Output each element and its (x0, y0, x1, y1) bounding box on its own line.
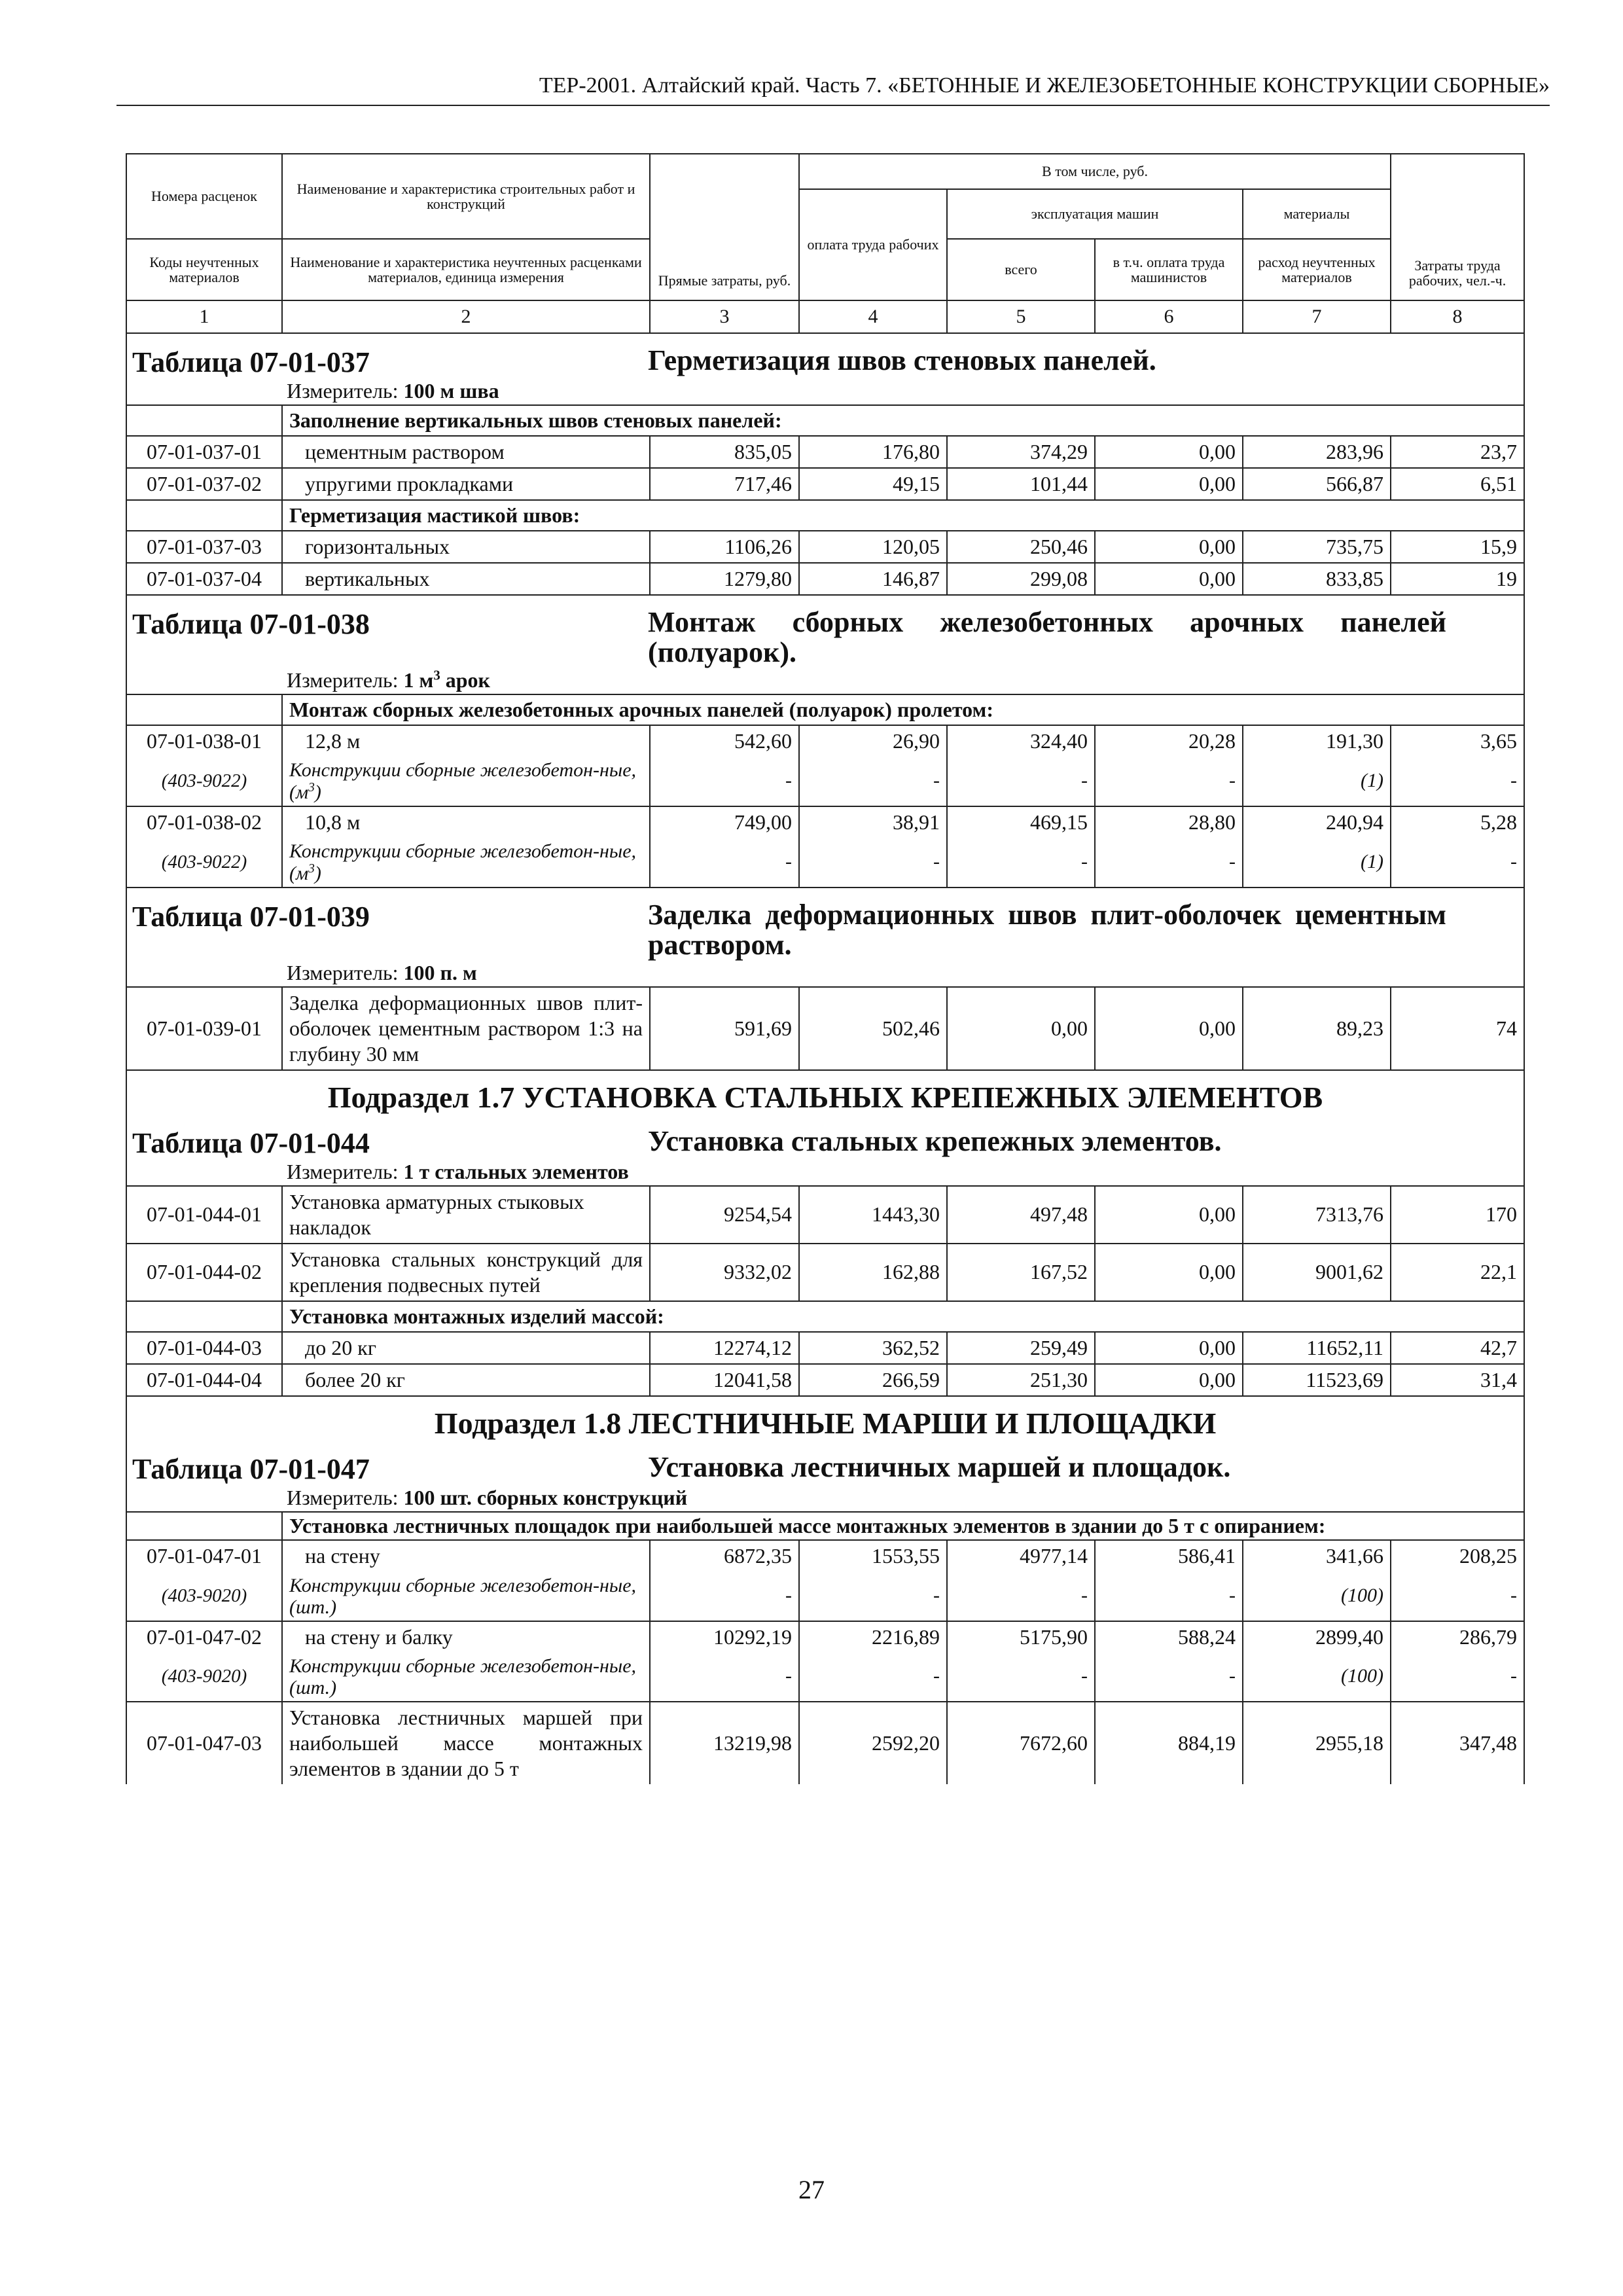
machines-total: 4977,14 (947, 1540, 1095, 1571)
labor-cost: 120,05 (799, 531, 947, 563)
machines-labor: 0,00 (1095, 531, 1243, 563)
resource-row (126, 757, 1524, 806)
materials-cost: 7313,76 (1243, 1186, 1391, 1244)
direct-costs: 13219,98 (650, 1702, 799, 1784)
material-code: (403-9022) (126, 838, 282, 888)
resource-value: - (1095, 838, 1243, 888)
work-name: более 20 кг (282, 1364, 650, 1396)
direct-costs: 542,60 (650, 725, 799, 757)
header-direct-costs: Прямые затраты, руб. (650, 154, 799, 300)
table-row (126, 1244, 1524, 1301)
labor-cost: 38,91 (799, 806, 947, 838)
resource-value: - (1095, 757, 1243, 806)
machines-total: 101,44 (947, 468, 1095, 500)
labor-hours: 74 (1391, 987, 1524, 1070)
materials-cost: 2955,18 (1243, 1702, 1391, 1784)
resource-row (126, 838, 1524, 888)
machines-total: 259,49 (947, 1332, 1095, 1364)
materials-cost: 566,87 (1243, 468, 1391, 500)
table-row (126, 1364, 1524, 1396)
materials-cost: 2899,40 (1243, 1621, 1391, 1653)
rate-code: 07-01-047-03 (126, 1702, 282, 1784)
table-title: Герметизация швов стеновых панелей. (648, 344, 1156, 376)
header-labor: оплата труда рабочих (799, 189, 947, 300)
work-name: до 20 кг (282, 1332, 650, 1364)
resource-value: - (650, 1653, 799, 1702)
labor-hours: 6,51 (1391, 468, 1524, 500)
work-name: Установка арматурных стыковых накладок (282, 1186, 650, 1244)
rate-code: 07-01-044-01 (126, 1186, 282, 1244)
table-number: Таблица 07-01-039 (132, 901, 370, 933)
table-row (126, 725, 1524, 757)
table-row (126, 436, 1524, 468)
materials-cost: 191,30 (1243, 725, 1391, 757)
direct-costs: 10292,19 (650, 1621, 799, 1653)
resource-quantity: (1) (1243, 757, 1391, 806)
col-number: 4 (799, 300, 947, 333)
group-title: Установка монтажных изделий массой: (282, 1301, 1524, 1332)
resource-value: - (1391, 1572, 1524, 1621)
machines-labor: 884,19 (1095, 1702, 1243, 1784)
work-name: Заделка деформационных швов плит-оболочек цементным раствором 1:3 на глубину 30 мм (282, 987, 650, 1070)
rate-code: 07-01-039-01 (126, 987, 282, 1070)
work-name: горизонтальных (282, 531, 650, 563)
resource-quantity: (1) (1243, 838, 1391, 888)
direct-costs: 6872,35 (650, 1540, 799, 1571)
labor-hours: 347,48 (1391, 1702, 1524, 1784)
materials-cost: 341,66 (1243, 1540, 1391, 1571)
work-name: вертикальных (282, 563, 650, 595)
subsection-title: Подраздел 1.8 ЛЕСТНИЧНЫЕ МАРШИ И ПЛОЩАДКИ (126, 1396, 1524, 1441)
group-title: Монтаж сборных железобетонных арочных панелей (полуарок) пролетом: (282, 694, 1524, 725)
header-in-total: В том числе, руб. (799, 154, 1391, 189)
resource-value: - (947, 1653, 1095, 1702)
resource-value: - (1391, 1653, 1524, 1702)
material-name: Конструкции сборные железобетон-ные, $(м^3)$ (282, 838, 650, 888)
table-row (126, 1186, 1524, 1244)
table-number: Таблица 07-01-047 (132, 1452, 370, 1485)
table-row (126, 806, 1524, 838)
header-col2-top: Наименование и характеристика строительных работ и конструкций (282, 154, 650, 239)
material-code: (403-9022) (126, 757, 282, 806)
labor-cost: 266,59 (799, 1364, 947, 1396)
table-row (126, 563, 1524, 595)
labor-hours: 208,25 (1391, 1540, 1524, 1571)
resource-value: - (1095, 1653, 1243, 1702)
material-code: (403-9020) (126, 1572, 282, 1621)
labor-hours: 31,4 (1391, 1364, 1524, 1396)
measure-value: 100 шт. сборных конструкций (403, 1485, 688, 1509)
work-name: на стену (282, 1540, 650, 1571)
resource-value: - (1391, 757, 1524, 806)
work-name: Установка стальных конструкций для крепления подвесных путей (282, 1244, 650, 1301)
subsection-title: Подраздел 1.7 УСТАНОВКА СТАЛЬНЫХ КРЕПЕЖНЫХ ЭЛЕМЕНТОВ (126, 1070, 1524, 1115)
resource-value: - (799, 1653, 947, 1702)
labor-cost: 26,90 (799, 725, 947, 757)
measure-value: 1 т стальных элементов (403, 1159, 629, 1183)
resource-value: - (799, 838, 947, 888)
labor-hours: 3,65 (1391, 725, 1524, 757)
header-col2-bottom: Наименование и характеристика неучтенных расценками материалов, единица измерения (282, 239, 650, 300)
machines-labor: 0,00 (1095, 1364, 1243, 1396)
table-row (126, 1332, 1524, 1364)
labor-cost: 49,15 (799, 468, 947, 500)
table-number: Таблица 07-01-038 (132, 608, 370, 641)
machines-labor: 0,00 (1095, 1332, 1243, 1364)
work-name: упругими прокладками (282, 468, 650, 500)
header-machines: эксплуатация машин (947, 189, 1243, 239)
materials-cost: 240,94 (1243, 806, 1391, 838)
table-row (126, 1621, 1524, 1653)
direct-costs: 1279,80 (650, 563, 799, 595)
header-machines-total: всего (947, 239, 1095, 300)
rate-code: 07-01-044-04 (126, 1364, 282, 1396)
labor-cost: 362,52 (799, 1332, 947, 1364)
labor-hours: 23,7 (1391, 436, 1524, 468)
labor-cost: 1553,55 (799, 1540, 947, 1571)
measure-label: Измеритель: (287, 960, 399, 984)
labor-hours: 286,79 (1391, 1621, 1524, 1653)
machines-total: 167,52 (947, 1244, 1095, 1301)
labor-cost: 2216,89 (799, 1621, 947, 1653)
labor-hours: 15,9 (1391, 531, 1524, 563)
machines-total: 251,30 (947, 1364, 1095, 1396)
price-table-area (126, 153, 1524, 1784)
rate-code: 07-01-044-02 (126, 1244, 282, 1301)
rate-code: 07-01-047-01 (126, 1540, 282, 1571)
table-number: Таблица 07-01-037 (132, 346, 370, 378)
direct-costs: 12041,58 (650, 1364, 799, 1396)
measure-value: 100 м шва (403, 379, 499, 403)
rate-code: 07-01-038-01 (126, 725, 282, 757)
rate-code: 07-01-037-02 (126, 468, 282, 500)
materials-cost: 283,96 (1243, 436, 1391, 468)
material-code: (403-9020) (126, 1653, 282, 1702)
col-number: 7 (1243, 300, 1391, 333)
machines-total: 374,29 (947, 436, 1095, 468)
machines-total: 5175,90 (947, 1621, 1095, 1653)
resource-quantity: (100) (1243, 1653, 1391, 1702)
machines-labor: 0,00 (1095, 987, 1243, 1070)
direct-costs: 9332,02 (650, 1244, 799, 1301)
table-row (126, 1540, 1524, 1571)
labor-cost: 1443,30 (799, 1186, 947, 1244)
machines-total: 0,00 (947, 987, 1095, 1070)
machines-labor: 0,00 (1095, 436, 1243, 468)
machines-labor: 0,00 (1095, 1186, 1243, 1244)
labor-cost: 2592,20 (799, 1702, 947, 1784)
materials-cost: 11652,11 (1243, 1332, 1391, 1364)
direct-costs: 9254,54 (650, 1186, 799, 1244)
measure-label: Измеритель: (287, 668, 399, 692)
rate-code: 07-01-037-03 (126, 531, 282, 563)
table-title: Установка лестничных маршей и площадок. (648, 1450, 1231, 1483)
work-name: 12,8 м (282, 725, 650, 757)
resource-row (126, 1653, 1524, 1702)
resource-value: - (947, 838, 1095, 888)
material-name: Конструкции сборные железобетон-ные, $(м^3)$ (282, 757, 650, 806)
col-number: 5 (947, 300, 1095, 333)
machines-total: 299,08 (947, 563, 1095, 595)
header-col1-bottom: Коды неучтенных материалов (126, 239, 282, 300)
direct-costs: 717,46 (650, 468, 799, 500)
table-title: Монтаж сборных железобетонных арочных панелей (полуарок). (648, 606, 1447, 668)
machines-labor: 0,00 (1095, 468, 1243, 500)
resource-value: - (1391, 838, 1524, 888)
table-row (126, 468, 1524, 500)
direct-costs: 591,69 (650, 987, 799, 1070)
labor-cost: 146,87 (799, 563, 947, 595)
machines-total: 250,46 (947, 531, 1095, 563)
table-title: Заделка деформационных швов плит-оболочек цементным раствором. (648, 899, 1447, 961)
rate-code: 07-01-044-03 (126, 1332, 282, 1364)
resource-quantity: (100) (1243, 1572, 1391, 1621)
resource-value: - (799, 1572, 947, 1621)
page-header: ТЕР-2001. Алтайский край. Часть 7. «БЕТОННЫЕ И ЖЕЛЕЗОБЕТОННЫЕ КОНСТРУКЦИИ СБОРНЫЕ» (116, 73, 1550, 106)
header-col1-top: Номера расценок (126, 154, 282, 239)
machines-labor: 0,00 (1095, 563, 1243, 595)
resource-value: - (650, 1572, 799, 1621)
direct-costs: 12274,12 (650, 1332, 799, 1364)
machines-labor: 20,28 (1095, 725, 1243, 757)
labor-hours: 42,7 (1391, 1332, 1524, 1364)
price-table (126, 153, 1525, 1784)
measure-value: 1 $м^3$ арок (403, 668, 490, 692)
machines-total: 469,15 (947, 806, 1095, 838)
direct-costs: 1106,26 (650, 531, 799, 563)
materials-cost: 11523,69 (1243, 1364, 1391, 1396)
labor-cost: 502,46 (799, 987, 947, 1070)
rate-code: 07-01-047-02 (126, 1621, 282, 1653)
resource-row (126, 1572, 1524, 1621)
group-title: Герметизация мастикой швов: (282, 500, 1524, 531)
col-number: 8 (1391, 300, 1524, 333)
col-number: 6 (1095, 300, 1243, 333)
material-name: Конструкции сборные железобетон-ные, (шт.) (282, 1572, 650, 1621)
rate-code: 07-01-038-02 (126, 806, 282, 838)
labor-hours: 22,1 (1391, 1244, 1524, 1301)
resource-value: - (650, 757, 799, 806)
labor-hours: 19 (1391, 563, 1524, 595)
machines-total: 324,40 (947, 725, 1095, 757)
header-materials-unaccounted: расход неучтенных материалов (1243, 239, 1391, 300)
group-title: Установка лестничных площадок при наибольшей массе монтажных элементов в здании до 5 т с опиранием: (282, 1512, 1524, 1541)
measure-label: Измеритель: (287, 1159, 399, 1183)
materials-cost: 9001,62 (1243, 1244, 1391, 1301)
header-labor-hours: Затраты труда рабочих, чел.-ч. (1391, 154, 1524, 300)
measure-label: Измеритель: (287, 1485, 399, 1509)
header-materials: материалы (1243, 189, 1391, 239)
materials-cost: 89,23 (1243, 987, 1391, 1070)
resource-value: - (947, 1572, 1095, 1621)
group-title: Заполнение вертикальных швов стеновых панелей: (282, 405, 1524, 436)
table-number: Таблица 07-01-044 (132, 1126, 370, 1159)
measure-value: 100 п. м (403, 960, 477, 984)
labor-hours: 5,28 (1391, 806, 1524, 838)
machines-total: 7672,60 (947, 1702, 1095, 1784)
machines-total: 497,48 (947, 1186, 1095, 1244)
page-number: 27 (798, 2175, 825, 2204)
direct-costs: 749,00 (650, 806, 799, 838)
work-name: на стену и балку (282, 1621, 650, 1653)
labor-cost: 176,80 (799, 436, 947, 468)
rate-code: 07-01-037-01 (126, 436, 282, 468)
labor-cost: 162,88 (799, 1244, 947, 1301)
machines-labor: 588,24 (1095, 1621, 1243, 1653)
table-title: Установка стальных крепежных элементов. (648, 1124, 1222, 1157)
direct-costs: 835,05 (650, 436, 799, 468)
resource-value: - (947, 757, 1095, 806)
work-name: Установка лестничных маршей при наибольшей массе монтажных элементов в здании до 5 т (282, 1702, 650, 1784)
machines-labor: 28,80 (1095, 806, 1243, 838)
materials-cost: 735,75 (1243, 531, 1391, 563)
col-number: 1 (126, 300, 282, 333)
rate-code: 07-01-037-04 (126, 563, 282, 595)
col-number: 3 (650, 300, 799, 333)
machines-labor: 586,41 (1095, 1540, 1243, 1571)
work-name: цементным раствором (282, 436, 650, 468)
material-name: Конструкции сборные железобетон-ные, (шт.) (282, 1653, 650, 1702)
measure-label: Измеритель: (287, 379, 399, 403)
table-row (126, 531, 1524, 563)
machines-labor: 0,00 (1095, 1244, 1243, 1301)
labor-hours: 170 (1391, 1186, 1524, 1244)
resource-value: - (799, 757, 947, 806)
table-row (126, 1702, 1524, 1784)
resource-value: - (1095, 1572, 1243, 1621)
table-row (126, 987, 1524, 1070)
work-name: 10,8 м (282, 806, 650, 838)
materials-cost: 833,85 (1243, 563, 1391, 595)
header-machines-labor: в т.ч. оплата труда машинистов (1095, 239, 1243, 300)
col-number: 2 (282, 300, 650, 333)
resource-value: - (650, 838, 799, 888)
